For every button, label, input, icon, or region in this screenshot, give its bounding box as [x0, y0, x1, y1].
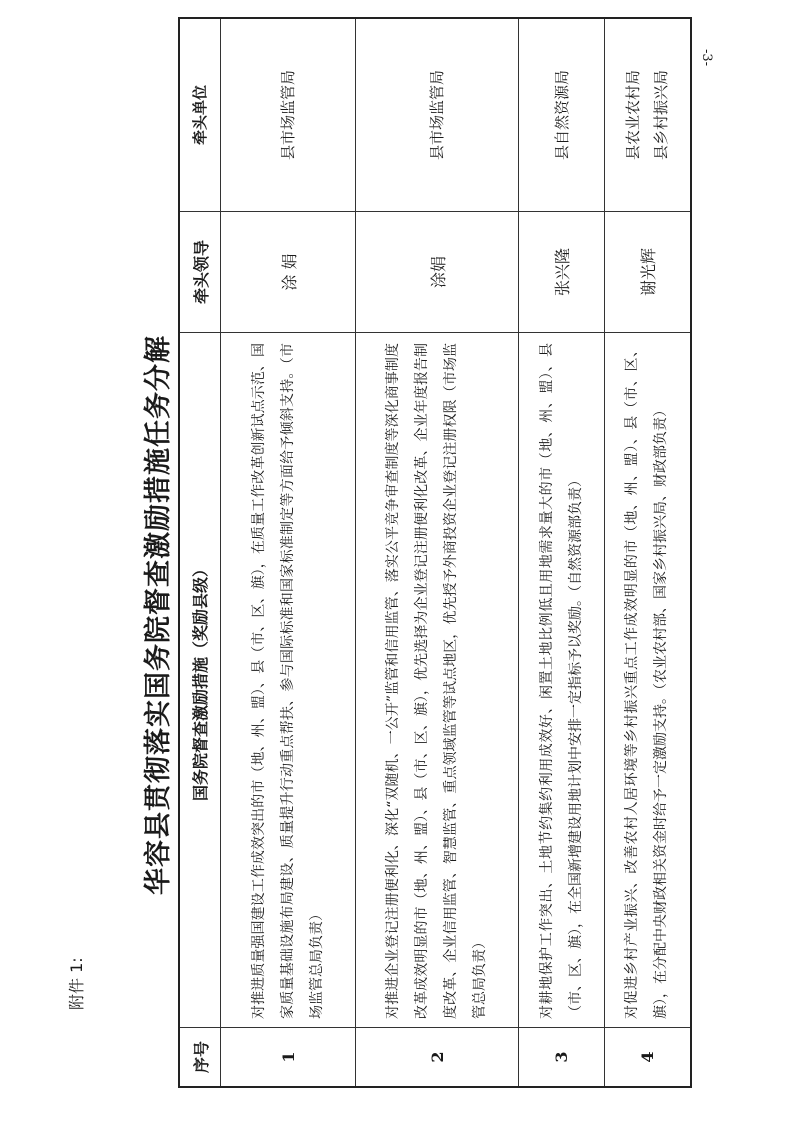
row-measure: 对推进企业登记注册便利化、深化“双随机、一公开”监管和信用监管、落实公平竞争审查制度等深化商事制度改革成效明显的市（地、州、盟）、县（市、区、旗），优先选择为企业登记注册便利化改革、企业年度报告制度改革、企业信用监管、智慧监管、重点领域监管等试点地区，优先授予外商投资企业登记注册权限（市场监管总局负责） [356, 333, 519, 1028]
task-table-wrapper [178, 42, 684, 1088]
table-row [221, 18, 356, 1087]
row-no: 1 [221, 1028, 356, 1088]
row-leader: 涂娟 [356, 212, 519, 333]
table-row [356, 18, 519, 1087]
row-unit-line: 县乡村振兴局 [652, 70, 671, 161]
row-unit: 县自然资源局 [519, 18, 605, 212]
attachment-label: 附件 1: [67, 957, 86, 1010]
header-leader: 牵头领导 [179, 212, 221, 333]
row-no: 3 [519, 1028, 605, 1088]
row-no: 2 [356, 1028, 519, 1088]
header-measure: 国务院督查激励措施（奖励县级） [179, 333, 221, 1028]
page-number: -3- [699, 48, 715, 67]
row-unit [605, 18, 691, 212]
table-header-row [179, 18, 221, 1087]
row-no: 4 [605, 1028, 691, 1088]
row-leader: 张兴隆 [519, 212, 605, 333]
document-title: 华容县贯彻落实国务院督查激励措施任务分解 [143, 335, 174, 895]
row-leader: 涂 娟 [221, 212, 356, 333]
row-measure: 对耕地保护工作突出、土地节约集约利用成效好、闲置土地比例低且用地需求量大的市（地、州、盟）、县（市、区、旗），在全国新增建设用地计划中安排一定指标予以奖励。（自然资源部负责） [519, 333, 605, 1028]
table-row [605, 18, 691, 1087]
header-unit: 牵头单位 [179, 18, 221, 212]
row-leader: 谢光辉 [605, 212, 691, 333]
row-unit: 县市场监管局 [221, 18, 356, 212]
table-row [519, 18, 605, 1087]
row-unit: 县市场监管局 [356, 18, 519, 212]
task-table [178, 17, 692, 1088]
row-measure: 对促进乡村产业振兴、改善农村人居环境等乡村振兴重点工作成效明显的市（地、州、盟）、县（市、区、旗），在分配中央财政相关资金时给予一定激励支持。（农业农村部、国家乡村振兴局、财政部负责） [605, 333, 691, 1028]
row-measure: 对推进质量强国建设工作成效突出的市（地、州、盟）、县（市、区、旗），在质量工作改革创新试点示范、国家质量基础设施布局建设、质量提升行动重点帮扶、参与国际标准和国家标准制定等方面给予倾斜支持。（市场监管总局负责） [221, 333, 356, 1028]
header-no: 序号 [179, 1028, 221, 1088]
row-unit-line: 县农业农村局 [624, 70, 643, 161]
